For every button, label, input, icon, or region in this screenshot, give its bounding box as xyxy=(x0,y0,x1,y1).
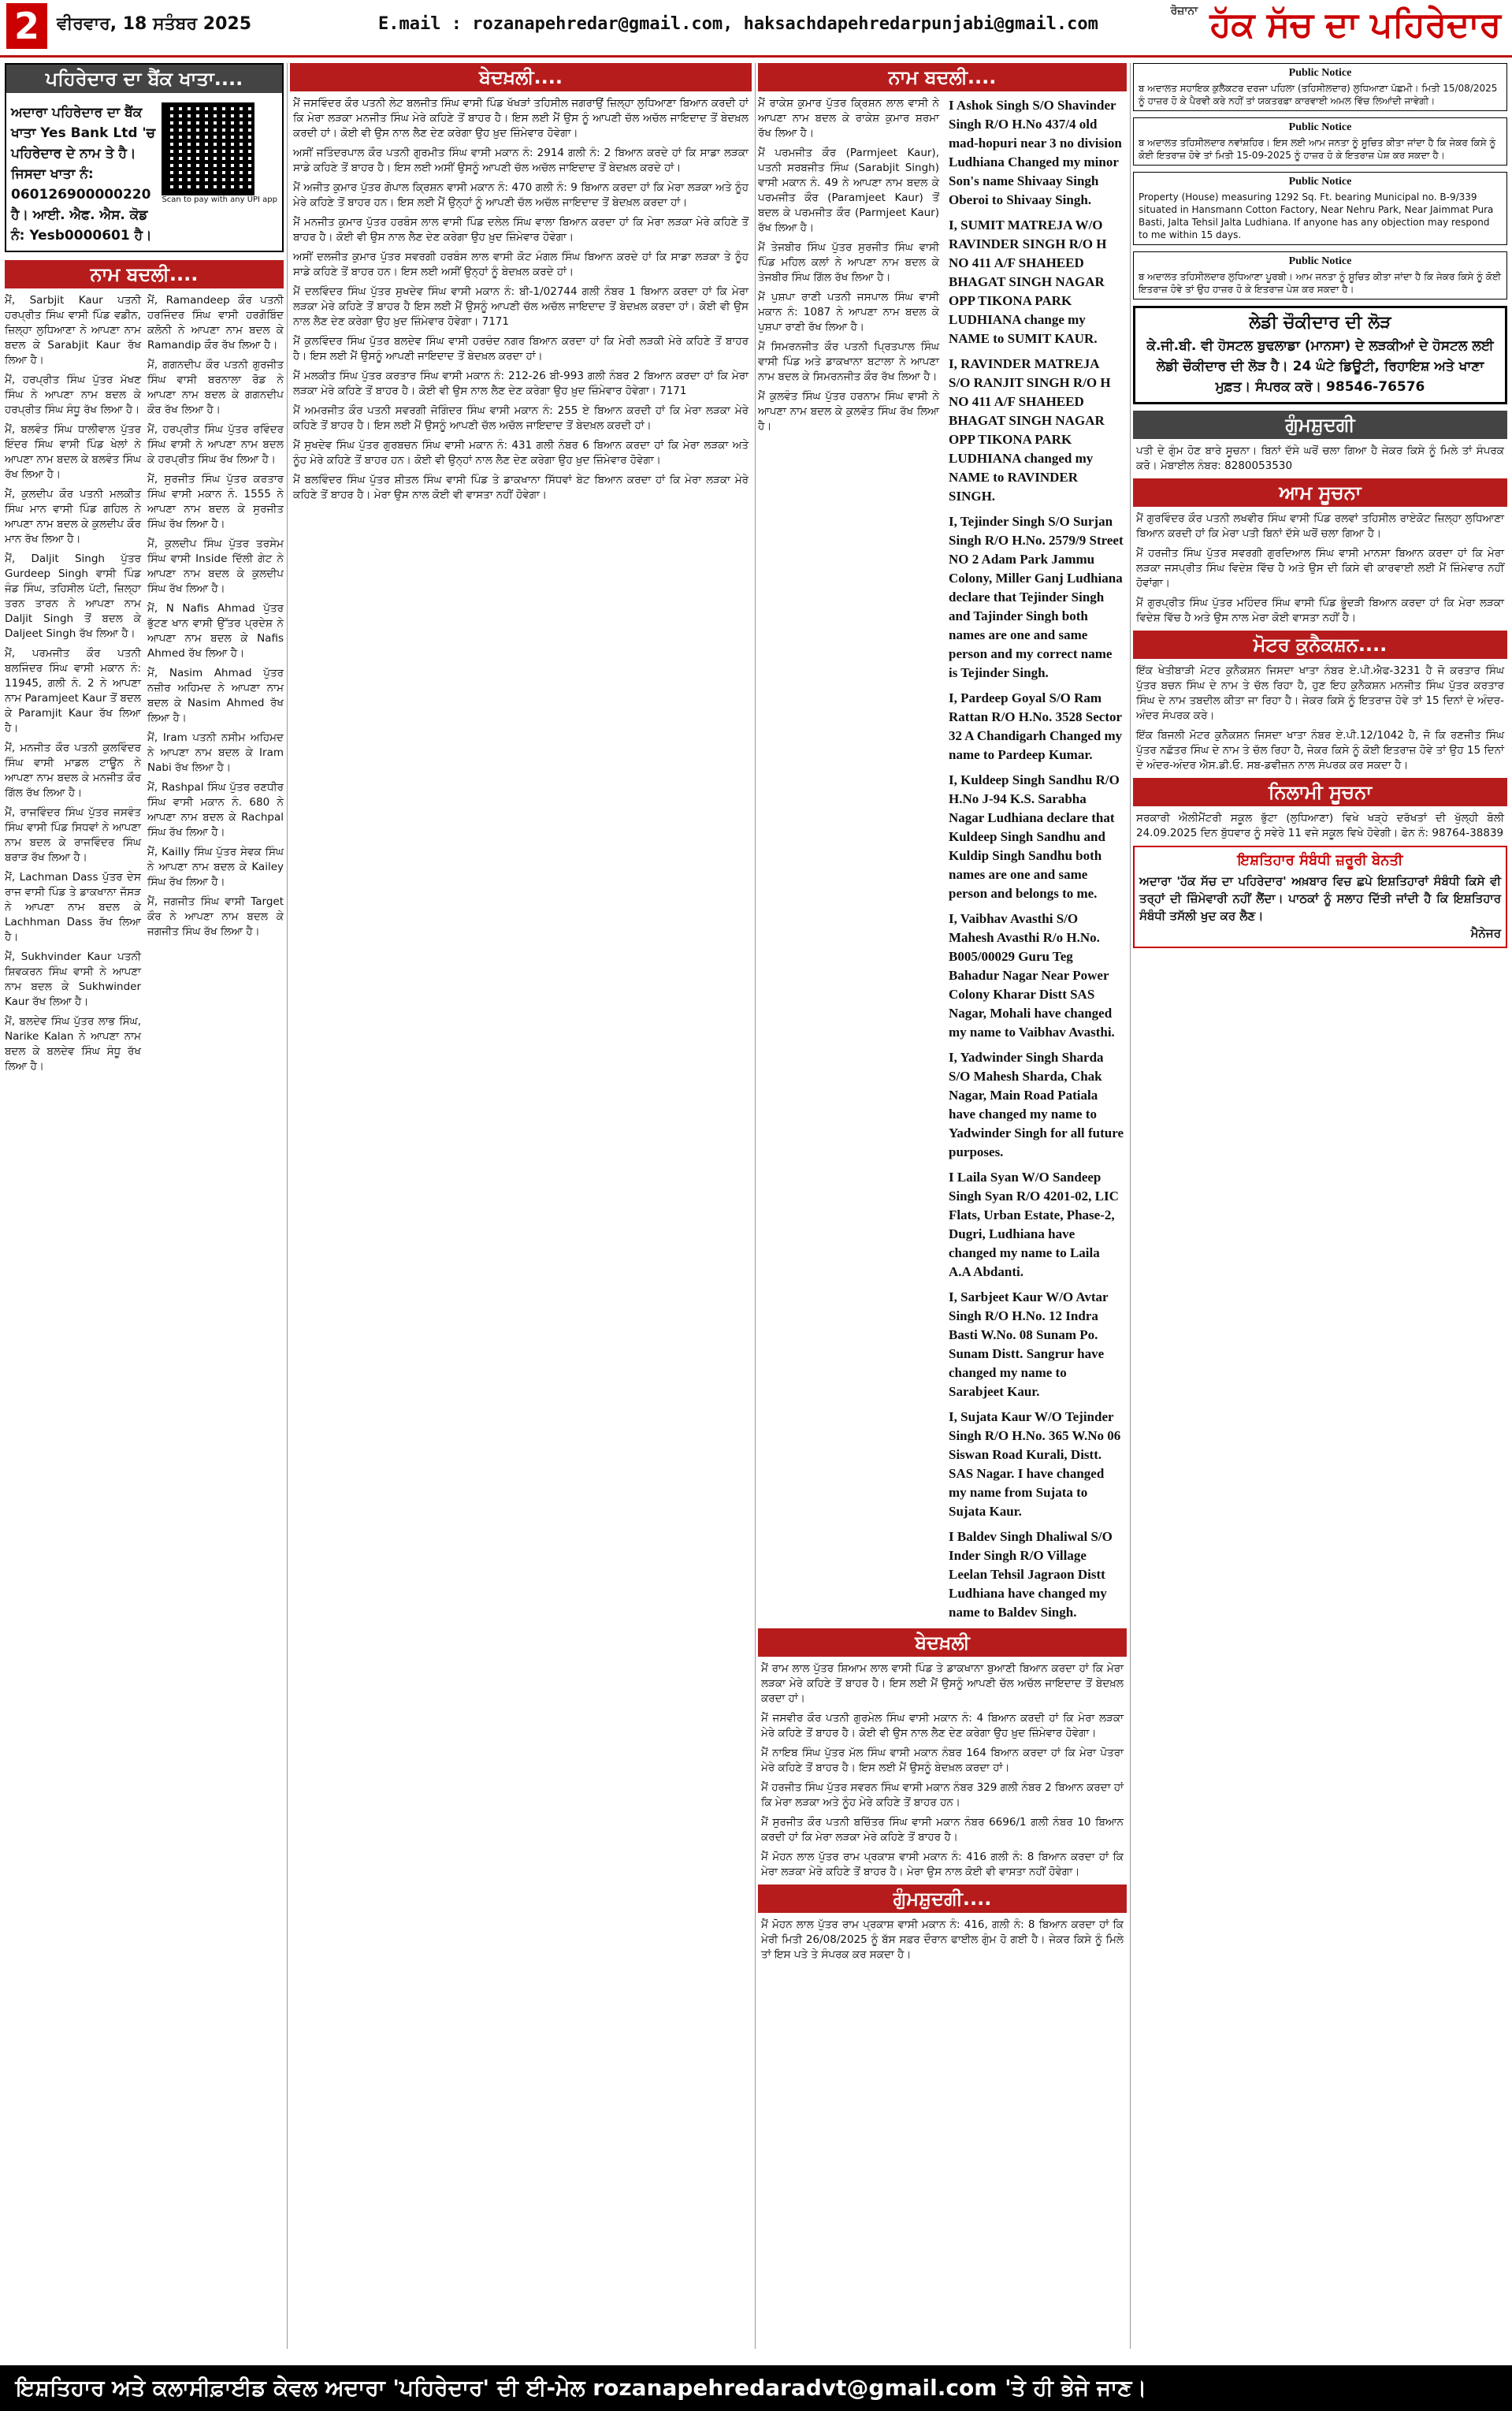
name-change-list-left xyxy=(5,293,141,1079)
name-change-entry: ਮੈਂ, ਰਾਜਵਿੰਦਰ ਸਿੰਘ ਪੁੱਤਰ ਜਸਵੰਤ ਸਿੰਘ ਵਾਸੀ ਪਿੰਡ ਸਿਧਵਾਂ ਨੇ ਆਪਣਾ ਨਾਮ ਬਦਲ ਕੇ ਰਾਜਵਿੰਦਰ ਸਿੰਘ ਬਰਾੜ ਰੱਖ ਲਿਆ ਹੈ। xyxy=(5,806,141,864)
hostel-ad-text: ਕੇ.ਜੀ.ਬੀ. ਵੀ ਹੋਸਟਲ ਬੁਢਲਾਡਾ (ਮਾਨਸਾ) ਦੇ ਲੜਕੀਆਂ ਦੇ ਹੋਸਟਲ ਲਈ ਲੇਡੀ ਚੌਕੀਦਾਰ ਦੀ ਲੋੜ ਹੈ। 24 ਘੰਟੇ ਡਿਊਟੀ, ਰਿਹਾਇਸ਼ ਅਤੇ ਖਾਣਾ ਮੁਫ਼ਤ। ਸੰਪਰਕ ਕਰੋ। 98546-76576 xyxy=(1146,338,1494,395)
public-notice-text: ਬ ਅਦਾਲਤ ਸਹਾਇਕ ਕੁਲੈਕਟਰ ਦਰਜਾ ਪਹਿਲਾ (ਤਹਿਸੀਲਦਾਰ) ਲੁਧਿਆਣਾ ਪੱਛਮੀ। ਮਿਤੀ 15/08/2025 ਨੂੰ ਹਾਜ਼ਰ ਹੋ ਕੇ ਪੈਰਵੀ ਕਰੇ ਨਹੀਂ ਤਾਂ ਯਕਤਰਫ਼ਾ ਕਾਰਵਾਈ ਅਮਲ ਵਿੱਚ ਲਿਆਂਦੀ ਜਾਵੇਗੀ। xyxy=(1139,83,1498,106)
public-notice-box xyxy=(1133,117,1507,166)
page-footer xyxy=(0,2365,1512,2411)
name-change-entry: ਮੈਂ, Iram ਪਤਨੀ ਨਸੀਮ ਅਹਿਮਦ ਨੇ ਆਪਣਾ ਨਾਮ ਬਦਲ ਕੇ Iram Nabi ਰੱਖ ਲਿਆ ਹੈ। xyxy=(147,731,284,774)
disownment-entry: ਮੈਂ ਬਲਵਿੰਦਰ ਸਿੰਘ ਪੁੱਤਰ ਸ਼ੀਤਲ ਸਿੰਘ ਵਾਸੀ ਪਿੰਡ ਤੇ ਡਾਕਖਾਨਾ ਸਿੱਧਵਾਂ ਬੇਟ ਬਿਆਨ ਕਰਦਾ ਹਾਂ ਕਿ ਮੇਰਾ ਲੜਕਾ ਮੇਰੇ ਕਹਿਣੇ ਤੋਂ ਬਾਹਰ ਹੈ। ਮੇਰਾ ਉਸ ਨਾਲ ਕੋਈ ਵੀ ਵਾਸਤਾ ਨਹੀਂ ਹੋਵੇਗਾ। xyxy=(293,474,749,501)
public-notice-text: ਬ ਅਦਾਲਤ ਤਹਿਸੀਲਦਾਰ ਲੁਧਿਆਣਾ ਪੂਰਬੀ। ਆਮ ਜਨਤਾ ਨੂੰ ਸੂਚਿਤ ਕੀਤਾ ਜਾਂਦਾ ਹੈ ਕਿ ਜੇਕਰ ਕਿਸੇ ਨੂੰ ਕੋਈ ਇਤਰਾਜ਼ ਹੋਵੇ ਤਾਂ ਉਹ ਹਾਜ਼ਰ ਹੋ ਕੇ ਇਤਰਾਜ਼ ਪੇਸ਼ ਕਰ ਸਕਦਾ ਹੈ। xyxy=(1139,271,1502,295)
name-change-entry-english: I, RAVINDER MATREJA S/O RANJIT SINGH R/O H NO 411 A/F SHAHEED BHAGAT SINGH NAGAR OPP TIKONA PARK LUDHIANA changed my NAME to RAVINDER SINGH. xyxy=(949,356,1111,504)
public-notice-title: Public Notice xyxy=(1288,67,1352,79)
name-change-entry-english: I, Yadwinder Singh Sharda S/O Mahesh Sharda, Chak Nagar, Main Road Patiala have changed my name to Yadwinder Singh for all future purposes. xyxy=(949,1050,1124,1159)
motor-connection-entry: ਇੱਕ ਖੇਤੀਬਾੜੀ ਮੋਟਰ ਕੁਨੈਕਸ਼ਨ ਜਿਸਦਾ ਖਾਤਾ ਨੰਬਰ ਏ.ਪੀ.ਐਫ-3231 ਹੈ ਜੋ ਕਰਤਾਰ ਸਿੰਘ ਪੁੱਤਰ ਬਚਨ ਸਿੰਘ ਦੇ ਨਾਮ ਤੇ ਚੱਲ ਰਿਹਾ ਹੈ, ਹੁਣ ਇਹ ਕੁਨੈਕਸ਼ਨ ਮਨਜੀਤ ਸਿੰਘ ਪੁੱਤਰ ਕਰਤਾਰ ਸਿੰਘ ਦੇ ਨਾਮ ਤਬਦੀਲ ਕੀਤਾ ਜਾ ਰਿਹਾ ਹੈ। ਜੇਕਰ ਕਿਸੇ ਨੂੰ ਇਤਰਾਜ਼ ਹੋਵੇ ਤਾਂ 15 ਦਿਨਾਂ ਦੇ ਅੰਦਰ-ਅੰਦਰ ਸੰਪਰਕ ਕਰੇ। xyxy=(1136,664,1504,722)
missing-husband-text: ਪਤੀ ਦੇ ਗੁੰਮ ਹੋਣ ਬਾਰੇ ਸੂਚਨਾ। ਬਿਨਾਂ ਦੱਸੇ ਘਰੋਂ ਚਲਾ ਗਿਆ ਹੈ ਜੇਕਰ ਕਿਸੇ ਨੂੰ ਮਿਲੇ ਤਾਂ ਸੰਪਰਕ ਕਰੋ। ਮੋਬਾਈਲ ਨੰਬਰ: 8280053530 xyxy=(1136,445,1504,472)
qr-code-icon xyxy=(162,102,254,195)
name-change-entry-english: I, SUMIT MATREJA W/O RAVINDER SINGH R/O H NO 411 A/F SHAHEED BHAGAT SINGH NAGAR OPP TIKONA PARK LUDHIANA change my NAME to SUMIT KAUR. xyxy=(949,218,1107,346)
disownment-entry: ਅਸੀਂ ਦਲਜੀਤ ਕੁਮਾਰ ਪੁੱਤਰ ਸਵਰਗੀ ਹਰਬੰਸ ਲਾਲ ਵਾਸੀ ਕੋਟ ਮੰਗਲ ਸਿੰਘ ਬਿਆਨ ਕਰਦੇ ਹਾਂ ਕਿ ਸਾਡਾ ਲੜਕਾ ਤੇ ਨੂੰਹ ਸਾਡੇ ਕਹਿਣੇ ਤੋਂ ਬਾਹਰ ਹਨ। ਇਸ ਲਈ ਅਸੀਂ ਉਨ੍ਹਾਂ ਨੂੰ ਬੇਦਖ਼ਲ ਕਰਦੇ ਹਾਂ। xyxy=(293,251,749,278)
disownment-entry: ਮੈਂ ਰਾਮ ਲਾਲ ਪੁੱਤਰ ਸ਼ਿਆਮ ਲਾਲ ਵਾਸੀ ਪਿੰਡ ਤੇ ਡਾਕਖਾਨਾ ਬੁਆਣੀ ਬਿਆਨ ਕਰਦਾ ਹਾਂ ਕਿ ਮੇਰਾ ਲੜਕਾ ਮੇਰੇ ਕਹਿਣੇ ਤੋਂ ਬਾਹਰ ਹੈ। ਇਸ ਲਈ ਮੈਂ ਉਸਨੂੰ ਆਪਣੀ ਚੱਲ ਅਚੱਲ ਜਾਇਦਾਦ ਤੋਂ ਬੇਦਖ਼ਲ ਕਰਦਾ ਹਾਂ। xyxy=(761,1662,1124,1705)
general-notice-entry: ਮੈਂ ਗੁਰਪ੍ਰੀਤ ਸਿੰਘ ਪੁੱਤਰ ਮਹਿੰਦਰ ਸਿੰਘ ਵਾਸੀ ਪਿੰਡ ਭੂੰਦੜੀ ਬਿਆਨ ਕਰਦਾ ਹਾਂ ਕਿ ਮੇਰਾ ਲੜਕਾ ਵਿਦੇਸ਼ ਵਿੱਚ ਹੈ ਅਤੇ ਉਸ ਨਾਲ ਮੇਰਾ ਕੋਈ ਵਾਸਤਾ ਨਹੀਂ ਹੈ। xyxy=(1136,597,1504,624)
disownment-entry: ਮੈਂ ਮਨਜੀਤ ਕੁਮਾਰ ਪੁੱਤਰ ਹਰਬੰਸ ਲਾਲ ਵਾਸੀ ਪਿੰਡ ਦਲੇਲ ਸਿੰਘ ਵਾਲਾ ਬਿਆਨ ਕਰਦਾ ਹਾਂ ਕਿ ਮੇਰਾ ਲੜਕਾ ਮੇਰੇ ਕਹਿਣੇ ਤੋਂ ਬਾਹਰ ਹੈ। ਕੋਈ ਵੀ ਉਸ ਨਾਲ ਲੈਣ ਦੇਣ ਕਰੇਗਾ ਉਹ ਖ਼ੁਦ ਜ਼ਿੰਮੇਵਾਰ ਹੋਵੇਗਾ। xyxy=(293,216,749,244)
section-title-name-change: ਨਾਮ ਬਦਲੀ.... xyxy=(5,260,284,288)
name-change-entry: ਮੈਂ ਕੁਲਵੰਤ ਸਿੰਘ ਪੁੱਤਰ ਹਰਨਾਮ ਸਿੰਘ ਵਾਸੀ ਨੇ ਆਪਣਾ ਨਾਮ ਬਦਲ ਕੇ ਕੁਲਵੰਤ ਸਿੰਘ ਰੱਖ ਲਿਆ ਹੈ। xyxy=(758,390,939,433)
missing-notice-text: ਮੈਂ ਮੋਹਨ ਲਾਲ ਪੁੱਤਰ ਰਾਮ ਪ੍ਰਕਾਸ਼ ਵਾਸੀ ਮਕਾਨ ਨੰ: 416, ਗਲੀ ਨੰ: 8 ਬਿਆਨ ਕਰਦਾ ਹਾਂ ਕਿ ਮੇਰੀ ਮਿਤੀ 26/08/2025 ਨੂੰ ਬੱਸ ਸਫ਼ਰ ਦੌਰਾਨ ਫਾਈਲ ਗੁੰਮ ਹੋ ਗਈ ਹੈ। ਜੇਕਰ ਕਿਸੇ ਨੂੰ ਮਿਲੇ ਤਾਂ ਇਸ ਪਤੇ ਤੇ ਸੰਪਰਕ ਕਰ ਸਕਦਾ ਹੈ। xyxy=(761,1918,1124,1961)
disownment-entry: ਮੈਂ ਸੁਖਦੇਵ ਸਿੰਘ ਪੁੱਤਰ ਗੁਰਬਚਨ ਸਿੰਘ ਵਾਸੀ ਮਕਾਨ ਨੰ: 431 ਗਲੀ ਨੰਬਰ 6 ਬਿਆਨ ਕਰਦਾ ਹਾਂ ਕਿ ਮੇਰਾ ਲੜਕਾ ਅਤੇ ਨੂੰਹ ਮੇਰੇ ਕਹਿਣੇ ਤੋਂ ਬਾਹਰ ਹਨ। ਕੋਈ ਵੀ ਉਨ੍ਹਾਂ ਨਾਲ ਲੈਣ ਦੇਣ ਕਰੇਗਾ ਉਹ ਖ਼ੁਦ ਜ਼ਿੰਮੇਵਾਰ ਹੋਵੇਗਾ। xyxy=(293,439,749,467)
name-change-entry-english: I Baldev Singh Dhaliwal S/O Inder Singh R/O Village Leelan Tehsil Jagraon Distt Ludhiana have changed my name to Baldev Singh. xyxy=(949,1529,1113,1620)
name-change-entry: ਮੈਂ, N Nafis Ahmad ਪੁੱਤਰ ਭੁੱਟਣ ਖਾਨ ਵਾਸੀ ਉੱਤਰ ਪ੍ਰਦੇਸ਼ ਨੇ ਆਪਣਾ ਨਾਮ ਬਦਲ ਕੇ Nafis Ahmed ਰੱਖ ਲਿਆ ਹੈ। xyxy=(147,602,284,660)
name-change-entry: ਮੈਂ, Lachman Dass ਪੁੱਤਰ ਦੇਸ ਰਾਜ ਵਾਸੀ ਪਿੰਡ ਤੇ ਡਾਕਖਾਨਾ ਜੱਸੜ ਨੇ ਆਪਣਾ ਨਾਮ ਬਦਲ ਕੇ Lachhman Dass ਰੱਖ ਲਿਆ ਹੈ। xyxy=(5,871,141,943)
name-change-list-right xyxy=(147,293,284,1079)
section-title-missing-2: ਗੁੰਮਸ਼ੁਦਗੀ xyxy=(1133,411,1507,439)
column-divider xyxy=(1130,63,1131,2349)
name-change-entry-english: I, Kuldeep Singh Sandhu R/O H.No J-94 K.S. Sarabha Nagar Ludhiana declare that Kuldeep Singh Sandhu and Kuldip Singh Sandhu both names are one and same person and belongs to me. xyxy=(949,772,1120,901)
header-email: E.mail : rozanapehredar@gmail.com, haksachdapehredarpunjabi@gmail.com xyxy=(378,14,1098,34)
name-change-entry: ਮੈਂ, Sukhvinder Kaur ਪਤਨੀ ਸ਼ਿਵਕਰਨ ਸਿੰਘ ਵਾਸੀ ਨੇ ਆਪਣਾ ਨਾਮ ਬਦਲ ਕੇ Sukhwinder Kaur ਰੱਖ ਲਿਆ ਹੈ। xyxy=(5,951,141,1008)
disownment-list xyxy=(290,96,752,503)
disownment-entry: ਅਸੀਂ ਜਤਿੰਦਰਪਾਲ ਕੌਰ ਪਤਨੀ ਗੁਰਮੀਤ ਸਿੰਘ ਵਾਸੀ ਮਕਾਨ ਨੰ: 2914 ਗਲੀ ਨੰ: 2 ਬਿਆਨ ਕਰਦੇ ਹਾਂ ਕਿ ਸਾਡਾ ਲੜਕਾ ਸਾਡੇ ਕਹਿਣੇ ਤੋਂ ਬਾਹਰ ਹੈ। ਇਸ ਲਈ ਅਸੀਂ ਉਸਨੂੰ ਆਪਣੀ ਚੱਲ ਅਚੱਲ ਜਾਇਦਾਦ ਤੋਂ ਬੇਦਖ਼ਲ ਕਰਦੇ ਹਾਂ। xyxy=(293,147,749,174)
name-change-entry: ਮੈਂ, ਪਰਮਜੀਤ ਕੌਰ ਪਤਨੀ ਬਲਜਿੰਦਰ ਸਿੰਘ ਵਾਸੀ ਮਕਾਨ ਨੰ: 11945, ਗਲੀ ਨੰ. 2 ਨੇ ਆਪਣਾ ਨਾਮ Paramjeet Kaur ਤੋਂ ਬਦਲ ਕੇ Paramjit Kaur ਰੱਖ ਲਿਆ ਹੈ। xyxy=(5,647,141,735)
disownment-list-2 xyxy=(758,1661,1127,1880)
hostel-ad-title: ਲੇਡੀ ਚੌਕੀਦਾਰ ਦੀ ਲੋੜ xyxy=(1249,313,1391,333)
logo-text: ਹੱਕ ਸੱਚ ਦਾ ਪਹਿਰੇਦਾਰ xyxy=(1209,5,1501,45)
disownment-entry: ਮੈਂ ਸੁਰਜੀਤ ਕੌਰ ਪਤਨੀ ਬਚਿੱਤਰ ਸਿੰਘ ਵਾਸੀ ਮਕਾਨ ਨੰਬਰ 6696/1 ਗਲੀ ਨੰਬਰ 10 ਬਿਆਨ ਕਰਦੀ ਹਾਂ ਕਿ ਮੇਰਾ ਲੜਕਾ ਮੇਰੇ ਕਹਿਣੇ ਤੋਂ ਬਾਹਰ ਹੈ। xyxy=(761,1816,1124,1844)
name-change-entry: ਮੈਂ, ਜਗਜੀਤ ਸਿੰਘ ਵਾਸੀ Target ਕੌਰ ਨੇ ਆਪਣਾ ਨਾਮ ਬਦਲ ਕੇ ਜਗਜੀਤ ਸਿੰਘ ਰੱਖ ਲਿਆ ਹੈ। xyxy=(147,895,284,938)
advertisement-disclaimer-box xyxy=(1133,846,1507,948)
disownment-entry: ਮੈਂ ਨਾਇਬ ਸਿੰਘ ਪੁੱਤਰ ਮੱਲ ਸਿੰਘ ਵਾਸੀ ਮਕਾਨ ਨੰਬਰ 164 ਬਿਆਨ ਕਰਦਾ ਹਾਂ ਕਿ ਮੇਰਾ ਪੋਤਰਾ ਮੇਰੇ ਕਹਿਣੇ ਤੋਂ ਬਾਹਰ ਹੈ। ਇਸ ਲਈ ਮੈਂ ਉਸਨੂੰ ਬੇਦਖ਼ਲ ਕਰਦਾ ਹਾਂ। xyxy=(761,1747,1124,1774)
disownment-entry: ਮੈਂ ਜਸਵਿੰਦਰ ਕੌਰ ਪਤਨੀ ਲੇਟ ਬਲਜੀਤ ਸਿੰਘ ਵਾਸੀ ਪਿੰਡ ਖੱਖੜਾਂ ਤਹਿਸੀਲ ਜਗਰਾਉਂ ਜ਼ਿਲ੍ਹਾ ਲੁਧਿਆਣਾ ਬਿਆਨ ਕਰਦੀ ਹਾਂ ਕਿ ਮੇਰਾ ਲੜਕਾ ਮਨਜੀਤ ਸਿੰਘ ਮੇਰੇ ਕਹਿਣੇ ਤੋਂ ਬਾਹਰ ਹੈ। ਇਸ ਲਈ ਮੈਂ ਉਸ ਨੂੰ ਆਪਣੀ ਚੱਲ ਅਚੱਲ ਜਾਇਦਾਦ ਤੋਂ ਬੇਦਖ਼ਲ ਕਰਦੀ ਹਾਂ। ਕੋਈ ਵੀ ਉਸ ਨਾਲ ਲੈਣ ਦੇਣ ਕਰੇਗਾ ਉਹ ਖ਼ੁਦ ਜ਼ਿੰਮੇਵਾਰ ਹੋਵੇਗਾ। xyxy=(293,97,749,140)
name-change-entry: ਮੈਂ, ਗਗਨਦੀਪ ਕੌਰ ਪਤਨੀ ਗੁਰਜੀਤ ਸਿੰਘ ਵਾਸੀ ਬਰਨਾਲਾ ਰੋਡ ਨੇ ਆਪਣਾ ਨਾਮ ਬਦਲ ਕੇ ਗਗਨਦੀਪ ਕੌਰ ਰੱਖ ਲਿਆ ਹੈ। xyxy=(147,359,284,416)
motor-connection-list xyxy=(1133,664,1507,773)
disclaimer-signature: ਮੈਨੇਜਰ xyxy=(1470,926,1501,940)
public-notice-title: Public Notice xyxy=(1288,176,1352,188)
name-change-list-english xyxy=(945,96,1127,1628)
section-title-general-notice: ਆਮ ਸੂਚਨਾ xyxy=(1133,478,1507,507)
name-change-entry: ਮੈਂ, Kailly ਸਿੰਘ ਪੁੱਤਰ ਸੇਵਕ ਸਿੰਘ ਨੇ ਆਪਣਾ ਨਾਮ ਬਦਲ ਕੇ Kailey ਸਿੰਘ ਰੱਖ ਲਿਆ ਹੈ। xyxy=(147,846,284,888)
general-notice-entry: ਮੈਂ ਗੁਰਵਿੰਦਰ ਕੌਰ ਪਤਨੀ ਲਖਵੀਰ ਸਿੰਘ ਵਾਸੀ ਪਿੰਡ ਰਲਵਾਂ ਤਹਿਸੀਲ ਰਾਏਕੋਟ ਜ਼ਿਲ੍ਹਾ ਲੁਧਿਆਣਾ ਬਿਆਨ ਕਰਦੀ ਹਾਂ ਕਿ ਮੇਰਾ ਪਤੀ ਬਿਨਾਂ ਦੱਸੇ ਘਰੋਂ ਚਲਾ ਗਿਆ ਹੈ। xyxy=(1136,512,1504,540)
disownment-entry: ਮੈਂ ਜਸਵੀਰ ਕੌਰ ਪਤਨੀ ਗੁਰਮੇਲ ਸਿੰਘ ਵਾਸੀ ਮਕਾਨ ਨੰ: 4 ਬਿਆਨ ਕਰਦੀ ਹਾਂ ਕਿ ਮੇਰਾ ਲੜਕਾ ਮੇਰੇ ਕਹਿਣੇ ਤੋਂ ਬਾਹਰ ਹੈ। ਕੋਈ ਵੀ ਉਸ ਨਾਲ ਲੈਣ ਦੇਣ ਕਰੇਗਾ ਉਹ ਖ਼ੁਦ ਜ਼ਿੰਮੇਵਾਰ ਹੋਵੇਗਾ। xyxy=(761,1712,1124,1739)
section-title-disownment: ਬੇਦਖ਼ਲੀ.... xyxy=(290,63,752,91)
column-4 xyxy=(1133,63,1507,2357)
name-change-entry: ਮੈਂ, ਕੁਲਦੀਪ ਸਿੰਘ ਪੁੱਤਰ ਤਰਸੇਮ ਸਿੰਘ ਵਾਸੀ Inside ਦਿੱਲੀ ਗੇਟ ਨੇ ਆਪਣਾ ਨਾਮ ਬਦਲ ਕੇ ਕੁਲਦੀਪ ਸਿੰਘ ਰੱਖ ਲਿਆ ਹੈ। xyxy=(147,538,284,595)
column-divider xyxy=(755,63,756,2349)
column-2 xyxy=(290,63,752,2357)
public-notice-text: Property (House) measuring 1292 Sq. Ft. bearing Municipal no. B-9/339 situated in Hansmann Cotton Factory, Near Nehru Park, Near Jaimmat Pura Basti, Jalta Tehsil Jalta Ludhiana. If anyone has any objection may respond to me within 15 days. xyxy=(1139,192,1494,240)
name-change-entry: ਮੈਂ, Nasim Ahmad ਪੁੱਤਰ ਨਜ਼ੀਰ ਅਹਿਮਦ ਨੇ ਆਪਣਾ ਨਾਮ ਬਦਲ ਕੇ Nasim Ahmed ਰੱਖ ਲਿਆ ਹੈ। xyxy=(147,667,284,724)
public-notice-text: ਬ ਅਦਾਲਤ ਤਹਿਸੀਲਦਾਰ ਨਵਾਂਸ਼ਹਿਰ। ਇਸ ਲਈ ਆਮ ਜਨਤਾ ਨੂੰ ਸੂਚਿਤ ਕੀਤਾ ਜਾਂਦਾ ਹੈ ਕਿ ਜੇਕਰ ਕਿਸੇ ਨੂੰ ਕੋਈ ਇਤਰਾਜ਼ ਹੋਵੇ ਤਾਂ ਮਿਤੀ 15-09-2025 ਨੂੰ ਹਾਜ਼ਰ ਹੋ ਕੇ ਇਤਰਾਜ਼ ਪੇਸ਼ ਕਰ ਸਕਦਾ ਹੈ। xyxy=(1139,137,1496,161)
page-header xyxy=(0,0,1512,58)
name-change-entry: ਮੈਂ ਸਿਮਰਨਜੀਤ ਕੌਰ ਪਤਨੀ ਪ੍ਰਿਤਪਾਲ ਸਿੰਘ ਵਾਸੀ ਪਿੰਡ ਅਤੇ ਡਾਕਖਾਨਾ ਬਟਾਲਾ ਨੇ ਆਪਣਾ ਨਾਮ ਬਦਲ ਕੇ ਸਿਮਰਨਜੀਤ ਕੌਰ ਰੱਖ ਲਿਆ ਹੈ। xyxy=(758,340,939,383)
section-title-motor-connection: ਮੋਟਰ ਕੁਨੈਕਸ਼ਨ.... xyxy=(1133,631,1507,659)
logo-small-label: ਰੋਜ਼ਾਨਾ xyxy=(1170,5,1198,17)
name-change-entry: ਮੈਂ, ਹਰਪ੍ਰੀਤ ਸਿੰਘ ਪੁੱਤਰ ਰਵਿੰਦਰ ਸਿੰਘ ਵਾਸੀ ਨੇ ਆਪਣਾ ਨਾਮ ਬਦਲ ਕੇ ਹਰਪ੍ਰੀਤ ਸਿੰਘ ਰੱਖ ਲਿਆ ਹੈ। xyxy=(147,423,284,466)
name-change-entry: ਮੈਂ ਰਾਕੇਸ਼ ਕੁਮਾਰ ਪੁੱਤਰ ਕ੍ਰਿਸ਼ਨ ਲਾਲ ਵਾਸੀ ਨੇ ਆਪਣਾ ਨਾਮ ਬਦਲ ਕੇ ਰਾਕੇਸ਼ ਕੁਮਾਰ ਸ਼ਰਮਾ ਰੱਖ ਲਿਆ ਹੈ। xyxy=(758,97,939,140)
disownment-entry: ਮੈਂ ਕੁਲਵਿੰਦਰ ਸਿੰਘ ਪੁੱਤਰ ਬਲਦੇਵ ਸਿੰਘ ਵਾਸੀ ਹਰਚੰਦ ਨਗਰ ਬਿਆਨ ਕਰਦਾ ਹਾਂ ਕਿ ਮੇਰੀ ਲੜਕੀ ਮੇਰੇ ਕਹਿਣੇ ਤੋਂ ਬਾਹਰ ਹੈ। ਇਸ ਲਈ ਮੈਂ ਉਸਨੂੰ ਆਪਣੀ ਜਾਇਦਾਦ ਤੋਂ ਬੇਦਖ਼ਲ ਕਰਦਾ ਹਾਂ। xyxy=(293,335,749,363)
name-change-entry: ਮੈਂ ਤੇਜਬੀਰ ਸਿੰਘ ਪੁੱਤਰ ਸੁਰਜੀਤ ਸਿੰਘ ਵਾਸੀ ਪਿੰਡ ਮਹਿਲ ਕਲਾਂ ਨੇ ਆਪਣਾ ਨਾਮ ਬਦਲ ਕੇ ਤੇਜਬੀਰ ਸਿੰਘ ਗਿੱਲ ਰੱਖ ਲਿਆ ਹੈ। xyxy=(758,241,939,284)
name-change-entry: ਮੈਂ, ਸੁਰਜੀਤ ਸਿੰਘ ਪੁੱਤਰ ਕਰਤਾਰ ਸਿੰਘ ਵਾਸੀ ਮਕਾਨ ਨੰ. 1555 ਨੇ ਆਪਣਾ ਨਾਮ ਬਦਲ ਕੇ ਸੁਰਜੀਤ ਸਿੰਘ ਰੱਖ ਲਿਆ ਹੈ। xyxy=(147,473,284,530)
name-change-entry-english: I, Sarbjeet Kaur W/O Avtar Singh R/O H.No. 12 Indra Basti W.No. 08 Sunam Po. Sunam Distt. Sangrur have changed my name to Sarabjeet Kaur. xyxy=(949,1289,1109,1399)
disownment-entry: ਮੈਂ ਅਜੀਤ ਕੁਮਾਰ ਪੁੱਤਰ ਗੋਪਾਲ ਕ੍ਰਿਸ਼ਨ ਵਾਸੀ ਮਕਾਨ ਨੰ: 470 ਗਲੀ ਨੰ: 9 ਬਿਆਨ ਕਰਦਾ ਹਾਂ ਕਿ ਮੇਰਾ ਲੜਕਾ ਅਤੇ ਨੂੰਹ ਮੇਰੇ ਕਹਿਣੇ ਤੋਂ ਬਾਹਰ ਹਨ। ਇਸ ਲਈ ਮੈਂ ਉਨ੍ਹਾਂ ਨੂੰ ਆਪਣੀ ਚੱਲ ਅਚੱਲ ਜਾਇਦਾਦ ਤੋਂ ਬੇਦਖ਼ਲ ਕਰਦਾ ਹਾਂ। xyxy=(293,181,749,209)
name-change-entry: ਮੈਂ, Sarbjit Kaur ਪਤਨੀ ਹਰਪ੍ਰੀਤ ਸਿੰਘ ਵਾਸੀ ਪਿੰਡ ਵਡੀਨ, ਜ਼ਿਲ੍ਹਾ ਲੁਧਿਆਣਾ ਨੇ ਆਪਣਾ ਨਾਮ ਬਦਲ ਕੇ Sarabjit Kaur ਰੱਖ ਲਿਆ ਹੈ। xyxy=(5,294,141,366)
general-notice-entry: ਮੈਂ ਹਰਜੀਤ ਸਿੰਘ ਪੁੱਤਰ ਸਵਰਗੀ ਗੁਰਦਿਆਲ ਸਿੰਘ ਵਾਸੀ ਮਾਨਸਾ ਬਿਆਨ ਕਰਦਾ ਹਾਂ ਕਿ ਮੇਰਾ ਲੜਕਾ ਜਸਪ੍ਰੀਤ ਸਿੰਘ ਵਿਦੇਸ਼ ਵਿੱਚ ਹੈ ਅਤੇ ਉਸ ਦੀ ਕਿਸੇ ਵੀ ਕਾਰਵਾਈ ਲਈ ਮੈਂ ਜ਼ਿੰਮੇਵਾਰ ਨਹੀਂ ਹੋਵਾਂਗਾ। xyxy=(1136,547,1504,590)
name-change-entry: ਮੈਂ, Daljit Singh ਪੁੱਤਰ Gurdeep Singh ਵਾਸੀ ਪਿੰਡ ਜੰਡ ਸਿੰਘ, ਤਹਿਸੀਲ ਪੱਟੀ, ਜ਼ਿਲ੍ਹਾ ਤਰਨ ਤਾਰਨ ਨੇ ਆਪਣਾ ਨਾਮ Daljit Singh ਤੋਂ ਬਦਲ ਕੇ Daljeet Singh ਰੱਖ ਲਿਆ ਹੈ। xyxy=(5,553,141,640)
name-change-entry-english: I, Tejinder Singh S/O Surjan Singh R/O H.No. 2579/9 Street NO 2 Adam Park Jammu Colony, Miller Ganj Ludhiana declare that Tejinder Singh and Tajinder Singh both names are one and same person and my correct name is Tejinder Singh. xyxy=(949,514,1124,680)
section-title-name-change-2: ਨਾਮ ਬਦਲੀ.... xyxy=(758,63,1127,91)
name-change-entry: ਮੈਂ, ਬਲਦੇਵ ਸਿੰਘ ਪੁੱਤਰ ਲਾਭ ਸਿੰਘ, Narike Kalan ਨੇ ਆਪਣਾ ਨਾਮ ਬਦਲ ਕੇ ਬਲਦੇਵ ਸਿੰਘ ਸੰਧੂ ਰੱਖ ਲਿਆ ਹੈ। xyxy=(5,1015,141,1073)
motor-connection-entry: ਇੱਕ ਬਿਜਲੀ ਮੋਟਰ ਕੁਨੈਕਸ਼ਨ ਜਿਸਦਾ ਖਾਤਾ ਨੰਬਰ ਏ.ਪੀ.12/1042 ਹੈ, ਜੋ ਕਿ ਰਣਜੀਤ ਸਿੰਘ ਪੁੱਤਰ ਨਛੱਤਰ ਸਿੰਘ ਦੇ ਨਾਮ ਤੇ ਚੱਲ ਰਿਹਾ ਹੈ, ਜੇਕਰ ਕਿਸੇ ਨੂੰ ਕੋਈ ਇਤਰਾਜ਼ ਹੋਵੇ ਤਾਂ ਉਹ 15 ਦਿਨਾਂ ਦੇ ਅੰਦਰ-ਅੰਦਰ ਐਸ.ਡੀ.ਓ. ਸਬ-ਡਵੀਜ਼ਨ ਨਾਲ ਸੰਪਰਕ ਕਰ ਸਕਦਾ ਹੈ। xyxy=(1136,729,1504,772)
disownment-entry: ਮੈਂ ਮੋਹਨ ਲਾਲ ਪੁੱਤਰ ਰਾਮ ਪ੍ਰਕਾਸ਼ ਵਾਸੀ ਮਕਾਨ ਨੰ: 416 ਗਲੀ ਨੰ: 8 ਬਿਆਨ ਕਰਦਾ ਹਾਂ ਕਿ ਮੇਰਾ ਲੜਕਾ ਮੇਰੇ ਕਹਿਣੇ ਤੋਂ ਬਾਹਰ ਹੈ। ਮੇਰਾ ਉਸ ਨਾਲ ਕੋਈ ਵੀ ਵਾਸਤਾ ਨਹੀਂ ਹੋਵੇਗਾ। xyxy=(761,1851,1124,1878)
name-change-list-punjabi xyxy=(758,96,939,1628)
hostel-job-ad xyxy=(1133,306,1507,404)
name-change-entry: ਮੈਂ, ਕੁਲਦੀਪ ਕੌਰ ਪਤਨੀ ਮਲਕੀਤ ਸਿੰਘ ਮਾਨ ਵਾਸੀ ਪਿੰਡ ਗਹਿਲ ਨੇ ਆਪਣਾ ਨਾਮ ਬਦਲ ਕੇ ਕੁਲਦੀਪ ਕੌਰ ਮਾਨ ਰੱਖ ਲਿਆ ਹੈ। xyxy=(5,488,141,545)
name-change-entry: ਮੈਂ ਪੁਸ਼ਪਾ ਰਾਣੀ ਪਤਨੀ ਜਸਪਾਲ ਸਿੰਘ ਵਾਸੀ ਮਕਾਨ ਨੰ: 1087 ਨੇ ਆਪਣਾ ਨਾਮ ਬਦਲ ਕੇ ਪੁਸ਼ਪਾ ਰਾਣੀ ਰੱਖ ਲਿਆ ਹੈ। xyxy=(758,291,939,333)
bank-account-text: ਅਦਾਰਾ ਪਹਿਰੇਦਾਰ ਦਾ ਬੈਂਕ ਖਾਤਾ Yes Bank Ltd 'ਚ ਪਹਿਰੇਦਾਰ ਦੇ ਨਾਮ ਤੇ ਹੈ। ਜਿਸਦਾ ਖਾਤਾ ਨੰ: 060126900000220 ਹੈ। ਆਈ. ਐਫ. ਐਸ. ਕੋਡ ਨੰ: Yesb0000601 ਹੈ। xyxy=(11,105,156,244)
publication-date: ਵੀਰਵਾਰ, 18 ਸਤੰਬਰ 2025 xyxy=(57,14,252,34)
name-change-entry-english: I, Sujata Kaur W/O Tejinder Singh R/O H.No. 365 W.No 06 Siswan Road Kurali, Distt. SAS Nagar. I have changed my name from Sujata to Sujata Kaur. xyxy=(949,1409,1121,1519)
auction-text: ਸਰਕਾਰੀ ਐਲੀਮੈਂਟਰੀ ਸਕੂਲ ਭੁੱਟਾ (ਲੁਧਿਆਣਾ) ਵਿਖੇ ਖੜ੍ਹੇ ਦਰੱਖਤਾਂ ਦੀ ਖੁੱਲ੍ਹੀ ਬੋਲੀ 24.09.2025 ਦਿਨ ਬੁੱਧਵਾਰ ਨੂੰ ਸਵੇਰੇ 11 ਵਜੇ ਸਕੂਲ ਵਿਖੇ ਹੋਵੇਗੀ। ਫੋਨ ਨੰ: 98764-38839 xyxy=(1136,812,1504,839)
public-notice-box xyxy=(1133,251,1507,300)
section-title-auction: ਨਿਲਾਮੀ ਸੂਚਨਾ xyxy=(1133,778,1507,806)
name-change-entry-english: I Ashok Singh S/O Shavinder Singh R/O H.No 437/4 old mad-hopuri near 3 no division Ludhiana Changed my minor Son's name Shivaay Singh Oberoi to Shivaay Singh. xyxy=(949,98,1122,207)
section-title-missing: ਗੁੰਮਸ਼ੁਦਗੀ.... xyxy=(758,1885,1127,1913)
general-notice-list xyxy=(1133,512,1507,626)
column-divider xyxy=(287,63,288,2349)
column-1 xyxy=(5,63,284,2357)
footer-email-note: ਇਸ਼ਤਿਹਾਰ ਅਤੇ ਕਲਾਸੀਫ਼ਾਈਡ ਕੇਵਲ ਅਦਾਰਾ 'ਪਹਿਰੇਦਾਰ' ਦੀ ਈ-ਮੇਲ rozanapehredaradvt@gmail.com 'ਤੇ ਹੀ ਭੇਜੇ ਜਾਣ। xyxy=(16,2375,1147,2401)
disclaimer-text: ਅਦਾਰਾ 'ਹੱਕ ਸੱਚ ਦਾ ਪਹਿਰੇਦਾਰ' ਅਖ਼ਬਾਰ ਵਿਚ ਛਪੇ ਇਸ਼ਤਿਹਾਰਾਂ ਸੰਬੰਧੀ ਕਿਸੇ ਵੀ ਤਰ੍ਹਾਂ ਦੀ ਜ਼ਿੰਮੇਵਾਰੀ ਨਹੀਂ ਲੈਂਦਾ। ਪਾਠਕਾਂ ਨੂੰ ਸਲਾਹ ਦਿੱਤੀ ਜਾਂਦੀ ਹੈ ਕਿ ਇਸ਼ਤਿਹਾਰ ਸੰਬੰਧੀ ਤਸੱਲੀ ਖੁਦ ਕਰ ਲੈਣ। xyxy=(1139,874,1501,923)
disownment-entry: ਮੈਂ ਦਲਵਿੰਦਰ ਸਿੰਘ ਪੁੱਤਰ ਸੁਖਦੇਵ ਸਿੰਘ ਵਾਸੀ ਮਕਾਨ ਨੰ: ਬੀ-1/02744 ਗਲੀ ਨੰਬਰ 1 ਬਿਆਨ ਕਰਦਾ ਹਾਂ ਕਿ ਮੇਰਾ ਲੜਕਾ ਮੇਰੇ ਕਹਿਣੇ ਤੋਂ ਬਾਹਰ ਹੈ ਇਸ ਲਈ ਮੈਂ ਉਸਨੂੰ ਆਪਣੀ ਚੱਲ ਅਚੱਲ ਜਾਇਦਾਦ ਤੋਂ ਬੇਦਖ਼ਲ ਕਰਦਾ ਹਾਂ। ਕੋਈ ਵੀ ਉਸ ਨਾਲ ਲੈਣ ਦੇਣ ਕਰੇਗਾ ਉਹ ਖ਼ੁਦ ਜ਼ਿੰਮੇਵਾਰ ਹੋਵੇਗਾ। 7171 xyxy=(293,285,749,328)
bank-account-box xyxy=(5,63,284,252)
name-change-entry: ਮੈਂ, Ramandeep ਕੌਰ ਪਤਨੀ ਹਰਜਿੰਦਰ ਸਿੰਘ ਵਾਸੀ ਹਰਗੋਬਿੰਦ ਕਲੋਨੀ ਨੇ ਆਪਣਾ ਨਾਮ ਬਦਲ ਕੇ Ramandip ਕੌਰ ਰੱਖ ਲਿਆ ਹੈ। xyxy=(147,294,284,352)
name-change-entry-english: I, Vaibhav Avasthi S/O Mahesh Avasthi R/o H.No. B005/00029 Guru Teg Bahadur Nagar Near Power Colony Kharar Distt SAS Nagar, Mohali have changed my name to Vaibhav Avasthi. xyxy=(949,911,1115,1040)
section-title-disownment-2: ਬੇਦਖ਼ਲੀ xyxy=(758,1628,1127,1657)
page-number: 2 xyxy=(6,3,47,49)
public-notice-box xyxy=(1133,63,1507,111)
name-change-entry-english: I, Pardeep Goyal S/O Ram Rattan R/O H.No. 3528 Sector 32 A Chandigarh Changed my name to Pardeep Kumar. xyxy=(949,690,1123,762)
public-notices xyxy=(1133,63,1507,300)
name-change-entry: ਮੈਂ, ਮਨਜੀਤ ਕੌਰ ਪਤਨੀ ਕੁਲਵਿੰਦਰ ਸਿੰਘ ਵਾਸੀ ਮਾਡਲ ਟਾਊਨ ਨੇ ਆਪਣਾ ਨਾਮ ਬਦਲ ਕੇ ਮਨਜੀਤ ਕੌਰ ਗਿੱਲ ਰੱਖ ਲਿਆ ਹੈ। xyxy=(5,742,141,799)
qr-caption: Scan to pay with any UPI app xyxy=(162,195,277,204)
public-notice-title: Public Notice xyxy=(1288,255,1352,267)
column-3 xyxy=(758,63,1127,2357)
disownment-entry: ਮੈਂ ਅਮਰਜੀਤ ਕੌਰ ਪਤਨੀ ਸਵਰਗੀ ਜੋਗਿੰਦਰ ਸਿੰਘ ਵਾਸੀ ਮਕਾਨ ਨੰ: 255 ਏ ਬਿਆਨ ਕਰਦੀ ਹਾਂ ਕਿ ਮੇਰਾ ਲੜਕਾ ਮੇਰੇ ਕਹਿਣੇ ਤੋਂ ਬਾਹਰ ਹੈ। ਇਸ ਲਈ ਮੈਂ ਉਸਨੂੰ ਆਪਣੀ ਚੱਲ ਅਚੱਲ ਜਾਇਦਾਦ ਤੋਂ ਬੇਦਖ਼ਲ ਕਰਦੀ ਹਾਂ। xyxy=(293,404,749,432)
newspaper-logo xyxy=(1171,5,1501,45)
disownment-entry: ਮੈਂ ਹਰਜੀਤ ਸਿੰਘ ਪੁੱਤਰ ਸਵਰਨ ਸਿੰਘ ਵਾਸੀ ਮਕਾਨ ਨੰਬਰ 329 ਗਲੀ ਨੰਬਰ 2 ਬਿਆਨ ਕਰਦਾ ਹਾਂ ਕਿ ਮੇਰਾ ਲੜਕਾ ਅਤੇ ਨੂੰਹ ਮੇਰੇ ਕਹਿਣੇ ਤੋਂ ਬਾਹਰ ਹਨ। xyxy=(761,1781,1124,1809)
name-change-entry: ਮੈਂ, ਹਰਪ੍ਰੀਤ ਸਿੰਘ ਪੁੱਤਰ ਮੱਖਣ ਸਿੰਘ ਨੇ ਆਪਣਾ ਨਾਮ ਬਦਲ ਕੇ ਹਰਪ੍ਰੀਤ ਸਿੰਘ ਸੰਧੂ ਰੱਖ ਲਿਆ ਹੈ। xyxy=(5,374,141,416)
name-change-entry-english: I Laila Syan W/O Sandeep Singh Syan R/O 4201-02, LIC Flats, Urban Estate, Phase-2, Dugri, Ludhiana have changed my name to Laila A.A Abdanti. xyxy=(949,1170,1119,1279)
name-change-entry: ਮੈਂ, Rashpal ਸਿੰਘ ਪੁੱਤਰ ਰਣਧੀਰ ਸਿੰਘ ਵਾਸੀ ਮਕਾਨ ਨੰ. 680 ਨੇ ਆਪਣਾ ਨਾਮ ਬਦਲ ਕੇ Rachpal ਸਿੰਘ ਰੱਖ ਲਿਆ ਹੈ। xyxy=(147,781,284,839)
name-change-entry: ਮੈਂ, ਬਲਵੰਤ ਸਿੰਘ ਧਾਲੀਵਾਲ ਪੁੱਤਰ ਇੰਦਰ ਸਿੰਘ ਵਾਸੀ ਪਿੰਡ ਖੇਲਾਂ ਨੇ ਆਪਣਾ ਨਾਮ ਬਦਲ ਕੇ ਬਲਵੰਤ ਸਿੰਘ ਰੱਖ ਲਿਆ ਹੈ। xyxy=(5,423,141,481)
disownment-entry: ਮੈਂ ਮਲਕੀਤ ਸਿੰਘ ਪੁੱਤਰ ਕਰਤਾਰ ਸਿੰਘ ਵਾਸੀ ਮਕਾਨ ਨੰ: 212-26 ਬੀ-993 ਗਲੀ ਨੰਬਰ 2 ਬਿਆਨ ਕਰਦਾ ਹਾਂ ਕਿ ਮੇਰਾ ਲੜਕਾ ਮੇਰੇ ਕਹਿਣੇ ਤੋਂ ਬਾਹਰ ਹੈ। ਕੋਈ ਵੀ ਉਸ ਨਾਲ ਲੈਣ ਦੇਣ ਕਰੇਗਾ ਉਹ ਖ਼ੁਦ ਜ਼ਿੰਮੇਵਾਰ ਹੋਵੇਗਾ। 7171 xyxy=(293,370,749,397)
public-notice-box xyxy=(1133,172,1507,245)
disclaimer-title: ਇਸ਼ਤਿਹਾਰ ਸੰਬੰਧੀ ਜ਼ਰੂਰੀ ਬੇਨਤੀ xyxy=(1237,852,1403,869)
public-notice-title: Public Notice xyxy=(1288,121,1352,133)
name-change-entry: ਮੈਂ ਪਰਮਜੀਤ ਕੌਰ (Parmjeet Kaur), ਪਤਨੀ ਸਰਬਜੀਤ ਸਿੰਘ (Sarabjit Singh) ਵਾਸੀ ਮਕਾਨ ਨੰ. 49 ਨੇ ਆਪਣਾ ਨਾਮ ਬਦਲ ਕੇ ਪਰਮਜੀਤ ਕੌਰ (Paramjeet Kaur) ਤੋਂ ਬਦਲ ਕੇ ਪਰਮਜੀਤ ਕੌਰ (Parmjeet Kaur) ਰੱਖ ਲਿਆ ਹੈ। xyxy=(758,147,939,234)
bank-box-title: ਪਹਿਰੇਦਾਰ ਦਾ ਬੈਂਕ ਖਾਤਾ.... xyxy=(6,65,282,93)
